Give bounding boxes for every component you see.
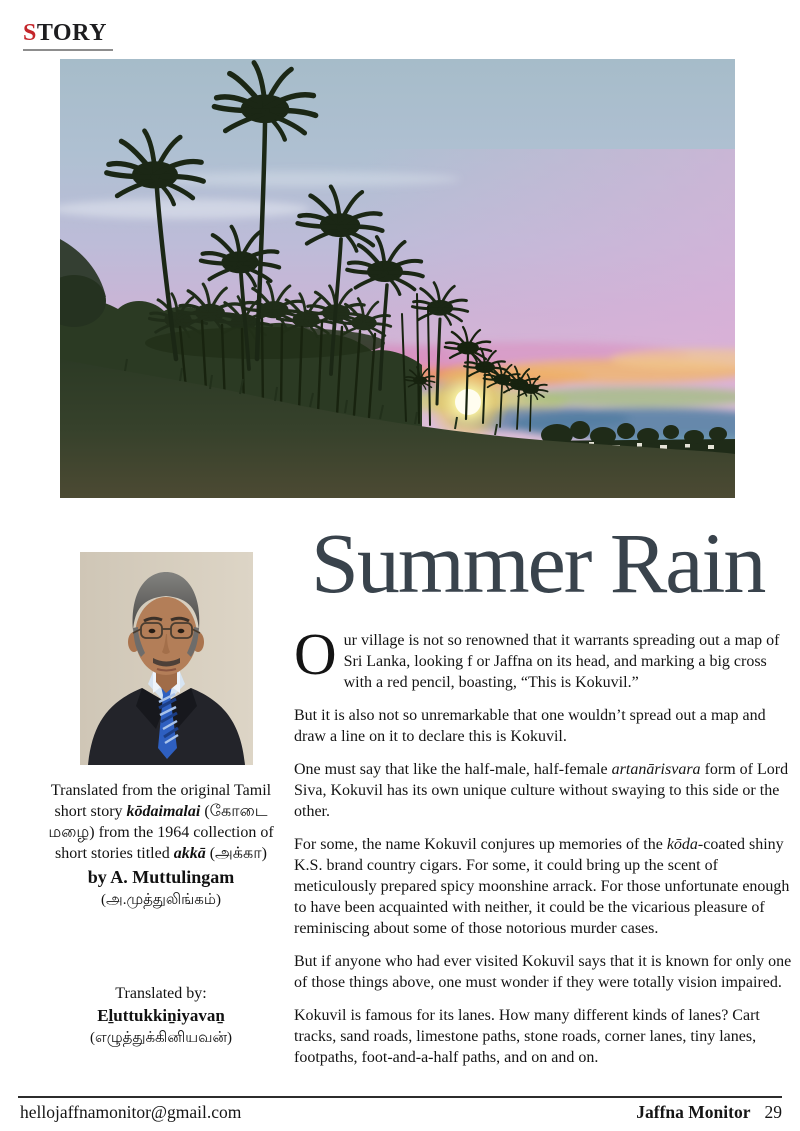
story-body (294, 621, 797, 1080)
paragraph-2: But it is also not so unremarkable that one wouldn’t spread out a map and draw a line on it to declare this is Kokuvil. (294, 707, 766, 745)
sunset-painting-canvas (60, 59, 735, 498)
section-label-rest: TORY (36, 20, 107, 46)
section-label (23, 20, 113, 51)
page-number: 29 (764, 1102, 782, 1122)
author-portrait-canvas (80, 552, 253, 765)
translator-name-tamil: (எழுத்துக்கினியவன்) (89, 1030, 233, 1046)
drop-cap: O (294, 621, 337, 687)
author-byline: by A. Muttulingam (87, 867, 235, 887)
translator-credit (48, 983, 274, 1049)
author-name-tamil: (அ.முத்துலிங்கம்) (101, 892, 221, 908)
eye-right (178, 629, 185, 633)
sun (455, 389, 481, 415)
paragraph-1-text: ur village is not so renowned that it warrants spreading out a map of Sri Lanka, looking f or Jaffna on its head, and marking a big cross with a red pencil, boasting, “This is Kokuvil.” (343, 632, 780, 691)
page-title: Summer Rain (311, 515, 765, 611)
translator-name: Eḻuttukkiṉiyavaṉ (97, 1006, 225, 1025)
footer-divider (18, 1096, 782, 1098)
translation-source-note (48, 780, 274, 911)
eye-left (149, 629, 156, 633)
contact-email: hellojaffnamonitor@gmail.com (20, 1102, 242, 1122)
paragraph-4: For some, the name Kokuvil conjures up memories of the kōda-coated shiny K.S. brand country cigars. For some, it could bring up the scent of meticulously prepared spicy moonshine arrack. For those unfortunate enough to have been acquainted with neither, it could be the vicarious pleasure of reminiscing about some of those notorious murder cases. (294, 836, 790, 937)
paragraph-6: Kokuvil is famous for its lanes. How many different kinds of lanes? Cart tracks, sand roads, limestone paths, stone roads, corner lanes, tiny lanes, footpaths, foot-and-a-half paths, and on and on. (294, 1007, 760, 1066)
magazine-name: Jaffna Monitor (636, 1102, 751, 1122)
footer-magazine-info (636, 1102, 782, 1123)
paragraph-5: But if anyone who had ever visited Kokuvil says that it is known for only one of those things above, one must wonder if they were totally vision impaired. (294, 953, 792, 991)
translator-label: Translated by: (115, 985, 207, 1002)
paragraph-3: One must say that like the half-male, half-female artanārisvara form of Lord Siva, Kokuvil has its own unique culture without swaying to this side or the other. (294, 761, 789, 820)
source-note-text: Translated from the original Tamil short story kōdaimalai (கோடை மழை) from the 1964 collection of short stories titled akkā (அக்கா) (48, 782, 274, 862)
author-photo (80, 552, 253, 765)
sunset-painting (60, 59, 735, 498)
paragraph-1 (294, 621, 797, 693)
section-label-initial: S (23, 20, 37, 46)
